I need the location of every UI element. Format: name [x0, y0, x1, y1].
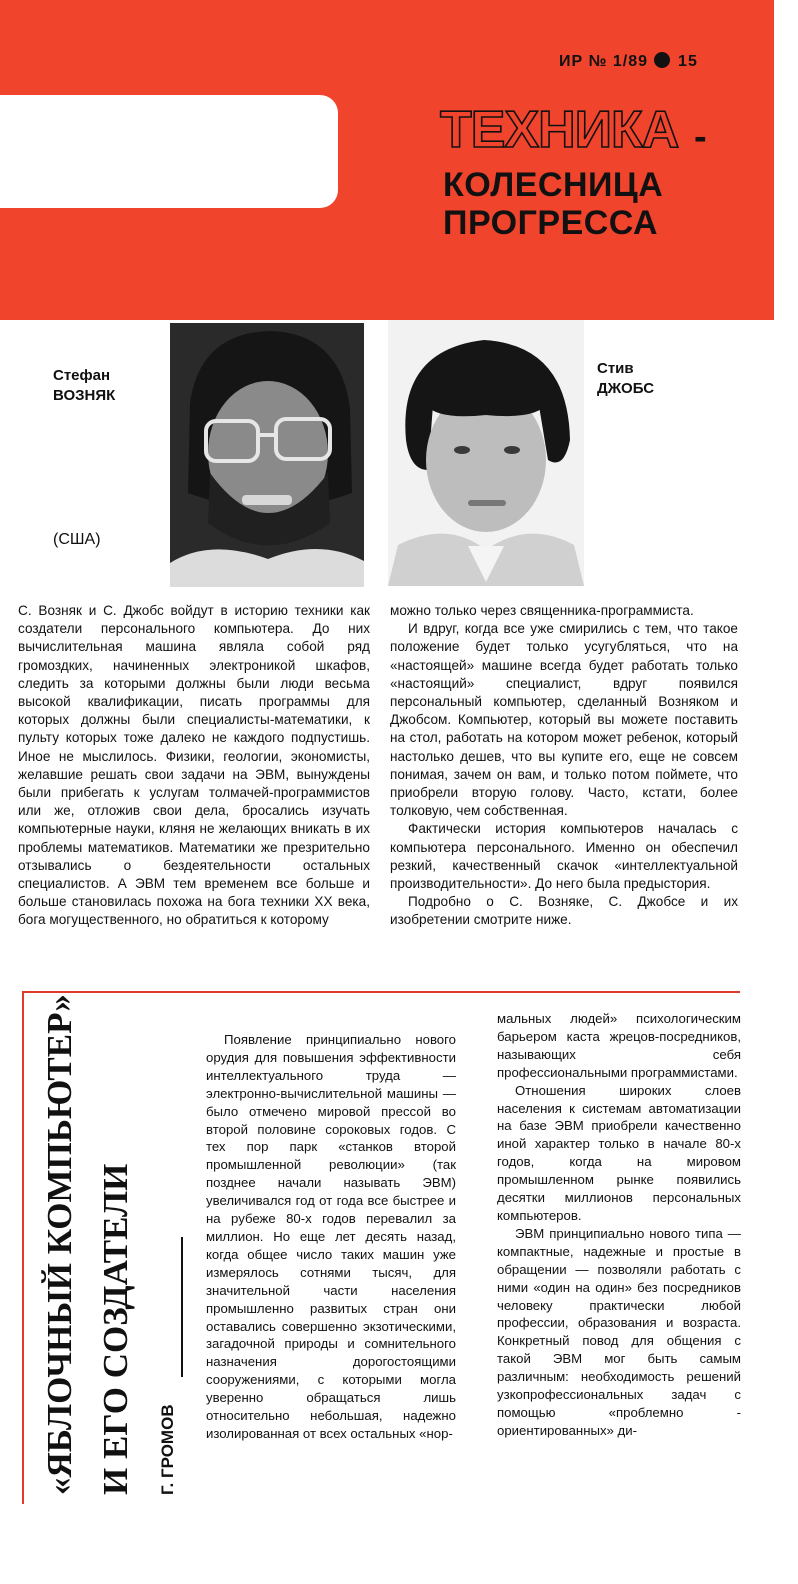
intro-paragraph: Подробно о С. Возняке, С. Джобсе и их изобретении смотрите ниже.	[390, 894, 738, 928]
issue-line	[559, 52, 698, 71]
intro-paragraph: С. Возняк и С. Джобс войдут в историю техники как создатели персонального компьютера. До них вычислительная машина являла собой ряд громоздких, начиненных электроникой шкафов, следить за которыми должны были люди весьма высокой квалификации, писать программы для которых должны были специалисты-математики, к пульту которых тоже далеко не каждого подпустишь. Иное не мыслилось. Физики, геологии, экономисты, желавшие решать свои задачи на ЭВМ, вынуждены были прибегать к услугам толмачей-программистов или же, отложив свои дела, бросались изучать компьютерные науки, кляня не желающих вникать в их проблемы математиков. Математики же презрительно отзывались о бездеятельности остальных специалистов. А ЭВМ тем временем все больше и больше становилась похожа на бога техники XX века, бога могущественного, но обратиться к которому	[18, 603, 370, 928]
intro-paragraph: можно только через священника-программиста.	[390, 603, 694, 618]
intro-column-1	[18, 602, 370, 930]
photo-jobs	[388, 320, 584, 586]
intro-paragraph: И вдруг, когда все уже смирились с тем, что такое положение будет только усугубляться, что на «настоящей» машине всегда будет работать только «настоящий» специалист, вдруг появился персональный компьютер, сделанный Возняком и Джобсом. Компьютер, который вы можете поставить на стол, работать на котором может ребенок, который настолько дешев, что вы купите его, еще не совсем понимая, зачем он вам, и только потом поймете, что приобрели вторую голову. Часто, кстати, более толковую, чем собственная.	[390, 621, 738, 819]
photo-wozniak	[170, 323, 364, 587]
rubric-subtitle	[443, 166, 663, 242]
country-label: (США)	[53, 531, 101, 548]
article-title-line-2: И ЕГО СОЗДАТЕЛИ	[96, 1163, 135, 1495]
article-paragraph: Появление принципиально нового орудия для повышения эффективности интеллектуального труда — электронно-вычислительной машины — было отмечено мировой прессой во второй половине сороковых годов. С тех пор парк «станков второй промышленной революции» (так позднее начали называть ЭВМ) увеличивался год от года все быстрее и на рубеже 80-х годов перевалил за миллион. Но еще лет десять назад, когда общее число таких машин уже измерялось сотнями тысяч, для значительной части населения промышленно развитых стран они оставались совершенно экзотическими, загадочной природы и сомнительного назначения дорогостоящими сооружениями, с которыми могла уверенно обращаться лишь относительно небольшая, надежно изолированная от всех остальных «нор-	[206, 1032, 456, 1441]
article-paragraph: ЭВМ принципиально нового типа — компактные, надежные и простые в обращении — позволяли работать с ними «один на один» без посредников человеку практически любой профессии, образования и возраста. Конкретный повод для общения с такой ЭВМ мог быть самым различным: необходимость решений узкопрофессиональных задач с помощью «проблемно - ориентированных» ди-	[497, 1225, 741, 1438]
article-title-line-1: «ЯБЛОЧНЫЙ КОМПЬЮТЕР»	[40, 994, 79, 1495]
last-name-jobs: ДЖОБС	[597, 380, 655, 397]
bullet-icon	[654, 52, 670, 68]
rubric-title-outline: ТЕХНИКА	[440, 101, 679, 159]
name-wozniak	[53, 366, 115, 406]
section-divider	[22, 991, 740, 993]
rubric-line-3: ПРОГРЕССА	[443, 204, 659, 242]
first-name-wozniak: Стефан	[53, 367, 111, 384]
issue-number: ИР № 1/89	[559, 53, 649, 70]
section-left-rule	[22, 991, 24, 1504]
name-jobs	[597, 359, 654, 399]
rubric-line-2: КОЛЕСНИЦА	[443, 166, 664, 204]
intro-column-2	[390, 602, 738, 930]
first-name-jobs: Стив	[597, 360, 634, 377]
intro-paragraph: Фактически история компьютеров началась с компьютера персонального. Именно он обеспечил резкий, качественный скачок «интеллектуальной производительности». До него была предыстория.	[390, 821, 738, 892]
rubric-dash: -	[694, 116, 707, 158]
article-column-1	[206, 1031, 456, 1443]
last-name-wozniak: ВОЗНЯК	[53, 387, 116, 404]
article-paragraph: Отношения широких слоев населения к системам автоматизации на базе ЭВМ приобрели качественно иной характер только в начале 80-х годов, когда на мировом промышленном рынке появились десятки миллионов персональных компьютеров.	[497, 1082, 741, 1223]
author-rule	[181, 1237, 183, 1377]
masthead-blank-area	[0, 95, 338, 208]
article-author: Г. ГРОМОВ	[158, 1404, 177, 1495]
article-paragraph: мальных людей» психологическим барьером каста жрецов-посредников, называющих себя профессиональными программистами.	[497, 1011, 741, 1080]
page-number: 15	[678, 53, 698, 70]
article-column-2	[497, 1010, 741, 1440]
